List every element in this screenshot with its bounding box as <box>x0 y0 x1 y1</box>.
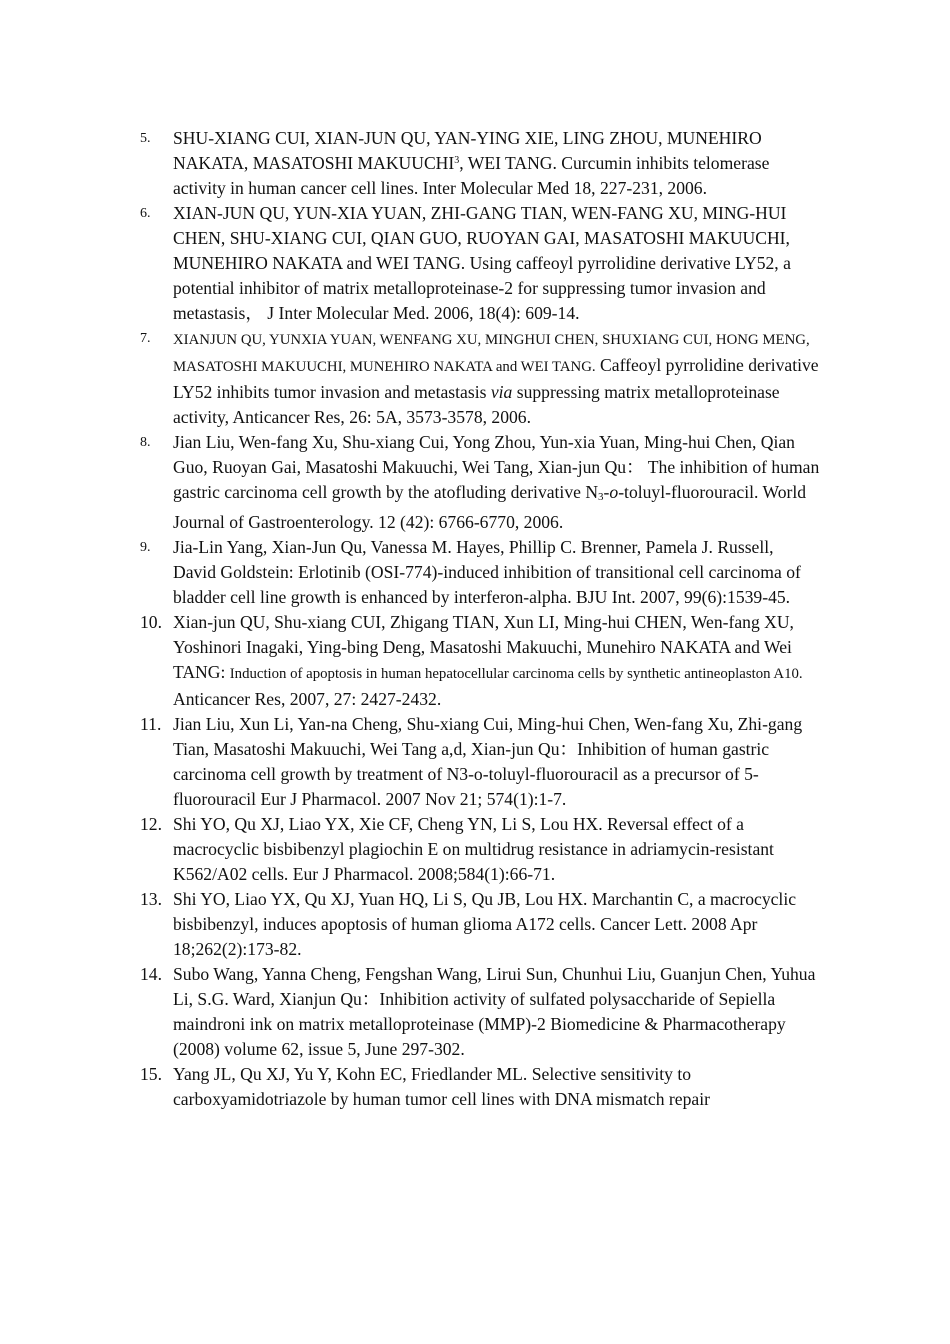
reference-number: 13. <box>140 889 162 909</box>
reference-number: 15. <box>140 1064 162 1084</box>
reference-text <box>173 326 820 430</box>
reference-number: 6. <box>140 206 151 221</box>
reference-text <box>173 430 820 535</box>
reference-text <box>173 962 820 1062</box>
reference-text-run: Anticancer Res, 2007, 27: 2427-2432. <box>173 689 442 709</box>
reference-text-run: 3 <box>598 491 604 503</box>
reference-number: 11. <box>140 714 162 734</box>
reference-text-run: SHU-XIANG CUI, XIAN-JUN QU, YAN-YING XIE, LING ZHOU, MUNEHIRO NAKATA, MASATOSHI MAKUUCHI <box>173 128 762 173</box>
reference-text-run: - <box>603 482 610 502</box>
reference-item <box>140 712 820 812</box>
reference-text-run: Xian-jun QU, Shu-xiang CUI, Zhigang TIAN, Xun LI, Ming-hui CHEN, Wen-fang XU, Yoshinori Inagaki, Ying-bing Deng, Masatoshi Makuuchi, Munehiro NAKATA and Wei TANG: <box>173 612 794 682</box>
reference-text-run: Jian Liu, Wen-fang Xu, Shu-xiang Cui, Yong Zhou, Yun-xia Yuan, Ming-hui Chen, Qian Guo, Ruoyan Gai, Masatoshi Makuuchi, Wei Tang, Xian-jun Qu： The inhibition of human gastric carcinoma cell growth by the atofluding derivative N <box>173 432 820 502</box>
reference-list <box>140 126 820 1112</box>
reference-item <box>140 430 820 535</box>
reference-text-run: Subo Wang, Yanna Cheng, Fengshan Wang, Lirui Sun, Chunhui Liu, Guanjun Chen, Yuhua Li, S.G. Ward, Xianjun Qu：Inhibition activity of sulfated polysaccharide of Sepiella maindroni ink on matrix metalloproteinase (MMP)-2 Biomedicine & Pharmacotherapy (2008) volume 62, issue 5, June 297-302. <box>173 964 816 1059</box>
reference-text-run: Jia-Lin Yang, Xian-Jun Qu, Vanessa M. Hayes, Phillip C. Brenner, Pamela J. Russell, David Goldstein: Erlotinib (OSI-774)-induced inhibition of transitional cell carcinoma of bladder cell line growth is enhanced by interferon-alpha. BJU Int. 2007, 99(6):1539-45. <box>173 537 801 607</box>
reference-text-run: Yang JL, Qu XJ, Yu Y, Kohn EC, Friedlander ML. Selective sensitivity to carboxyamidotriazole by human tumor cell lines with DNA mismatch repair <box>173 1064 710 1109</box>
reference-number: 12. <box>140 814 162 834</box>
reference-number: 14. <box>140 964 162 984</box>
reference-text <box>173 201 820 326</box>
reference-text-run: 3 <box>454 155 460 166</box>
reference-text-run: Induction of apoptosis in human hepatocellular carcinoma cells by synthetic antineoplaston A10. <box>229 666 803 682</box>
reference-text <box>173 712 820 812</box>
reference-text-run: Shi YO, Qu XJ, Liao YX, Xie CF, Cheng YN, Li S, Lou HX. Reversal effect of a macrocyclic bisbibenzyl plagiochin E on multidrug resistance in adriamycin-resistant K562/A02 cells. Eur J Pharmacol. 2008;584(1):66-71. <box>173 814 774 884</box>
reference-text-run: , WEI TANG. Curcumin inhibits telomerase activity in human cancer cell lines. Inter Molecular Med 18, 227-231, 2006. <box>173 153 770 198</box>
reference-number: 9. <box>140 540 151 555</box>
reference-text-run: XIANJUN QU, YUNXIA YUAN, WENFANG XU, MINGHUI CHEN, SHUXIANG CUI, HONG MENG, MASATOSHI MAKUUCHI, MUNEHIRO NAKATA and WEI TANG. <box>173 332 810 375</box>
reference-text <box>173 126 820 201</box>
reference-number: 5. <box>140 131 151 146</box>
reference-text-run: o <box>609 482 619 502</box>
reference-text <box>173 1062 820 1112</box>
reference-text-run: -toluyl-fluorouracil. World Journal of Gastroenterology. 12 (42): 6766-6770, 2006. <box>173 482 807 532</box>
reference-number: 8. <box>140 435 151 450</box>
reference-text <box>173 812 820 887</box>
reference-text-run: Shi YO, Liao YX, Qu XJ, Yuan HQ, Li S, Qu JB, Lou HX. Marchantin C, a macrocyclic bisbibenzyl, induces apoptosis of human glioma A172 cells. Cancer Lett. 2008 Apr 18;262(2):173-82. <box>173 889 797 959</box>
reference-text <box>173 535 820 610</box>
reference-text-run: Caffeoyl pyrrolidine derivative LY52 inhibits tumor invasion and metastasis <box>173 355 819 402</box>
reference-item <box>140 201 820 326</box>
reference-text-run: XIAN-JUN QU, YUN-XIA YUAN, ZHI-GANG TIAN, WEN-FANG XU, MING-HUI CHEN, SHU-XIANG CUI, QIAN GUO, RUOYAN GAI, MASATOSHI MAKUUCHI, MUNEHIRO NAKATA and WEI TANG. Using caffeoyl pyrrolidine derivative LY52, a potential inhibitor of matrix metalloproteinase-2 for suppressing tumor invasion and metastasis， J Inter Molecular Med. 2006, 18(4): 609-14. <box>173 203 791 323</box>
reference-item <box>140 610 820 712</box>
reference-number: 7. <box>140 331 151 346</box>
reference-number: 10. <box>140 612 162 632</box>
reference-item <box>140 962 820 1062</box>
reference-text <box>173 887 820 962</box>
reference-item <box>140 326 820 430</box>
reference-text-run: suppressing matrix metalloproteinase activity, Anticancer Res, 26: 5A, 3573-3578, 2006. <box>173 382 780 427</box>
reference-item <box>140 1062 820 1112</box>
reference-item <box>140 535 820 610</box>
reference-item <box>140 887 820 962</box>
reference-text-run: via <box>490 382 513 402</box>
reference-text <box>173 610 820 712</box>
reference-text-run: Jian Liu, Xun Li, Yan-na Cheng, Shu-xiang Cui, Ming-hui Chen, Wen-fang Xu, Zhi-gang Tian, Masatoshi Makuuchi, Wei Tang a,d, Xian-jun Qu：Inhibition of human gastric carcinoma cell growth by treatment of N3-o-toluyl-fluorouracil as a precursor of 5-fluorouracil Eur J Pharmacol. 2007 Nov 21; 574(1):1-7. <box>173 714 803 809</box>
reference-item <box>140 126 820 201</box>
reference-item <box>140 812 820 887</box>
